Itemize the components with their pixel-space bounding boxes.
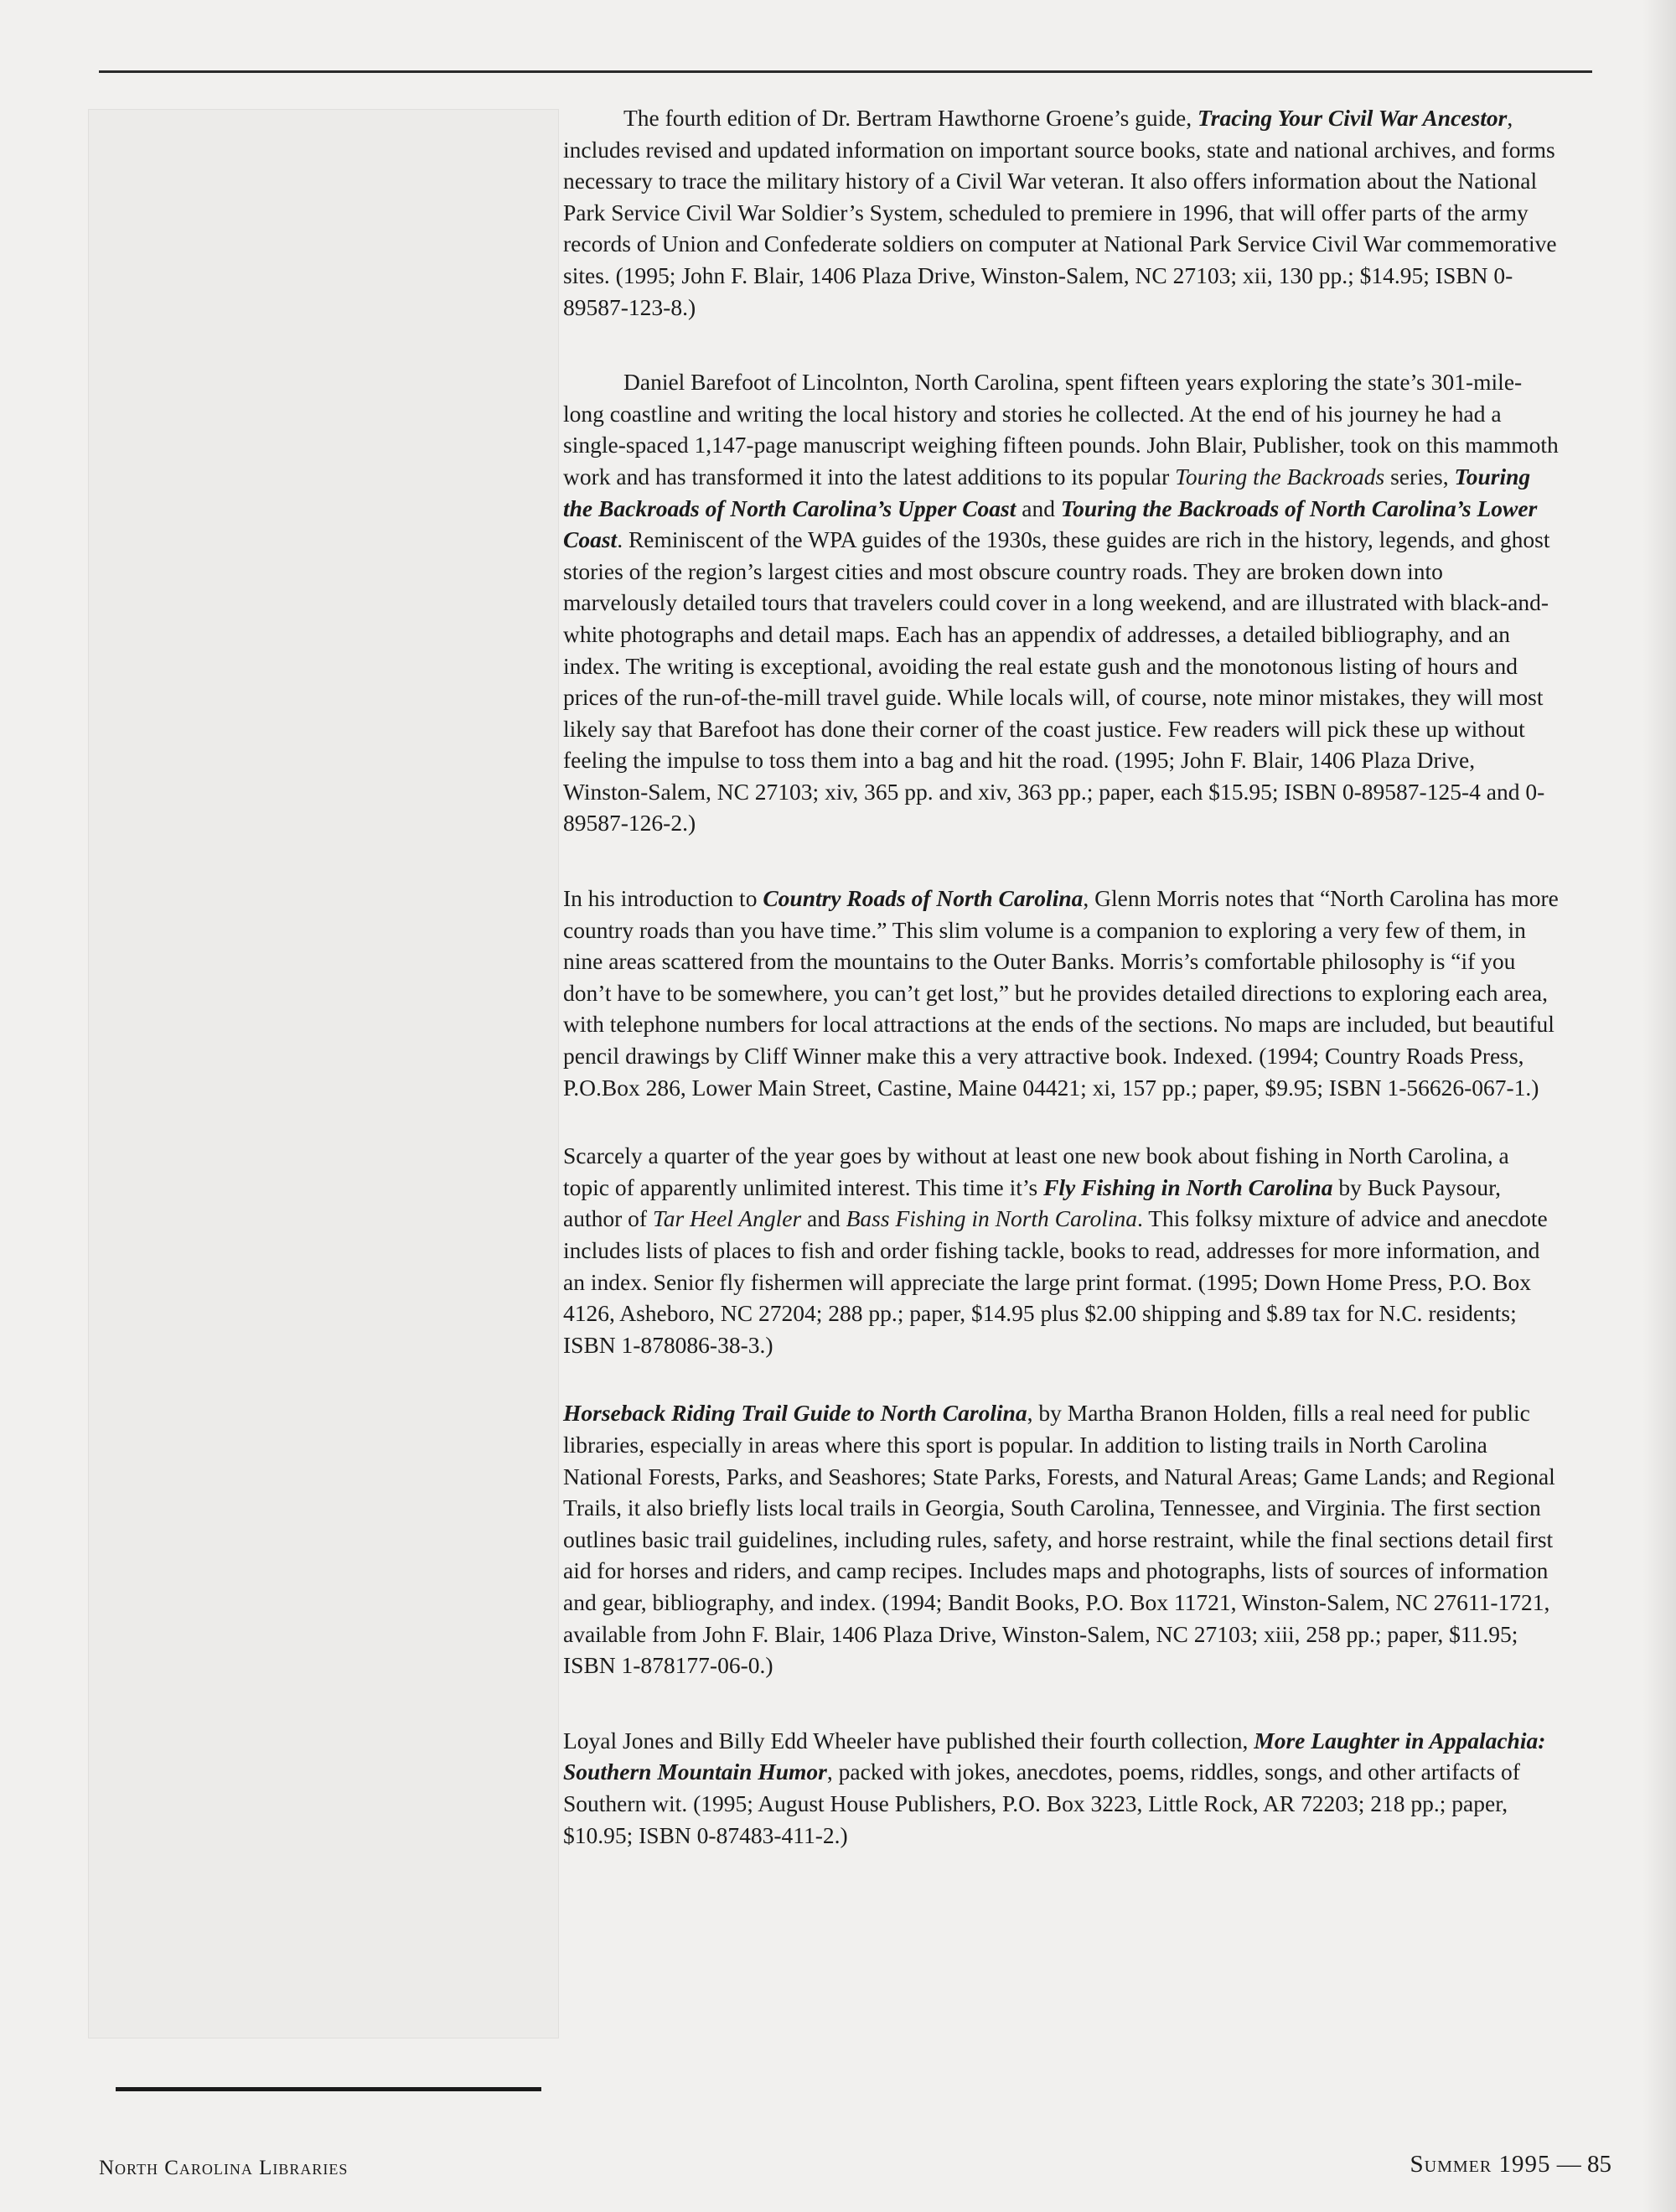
book-title: Bass Fishing in North Carolina	[846, 1205, 1137, 1232]
review-column	[563, 102, 1560, 1894]
review-more-laughter: Loyal Jones and Billy Edd Wheeler have published their fourth collection, More Laughter in Appalachia: Southern Mountain Humor, packed with jokes, anecdotes, poems, riddles, songs, and other artifacts of Southern wit. (1995; August House Publishers, P.O. Box 3223, Little Rock, AR 72203; 218 pp.; paper, $10.95; ISBN 0-87483-411-2.)	[563, 1727, 1546, 1848]
review-fly-fishing: Scarcely a quarter of the year goes by without at least one new book about fishing in North Carolina, a topic of apparently unlimited interest. This time it’s Fly Fishing in North Carolina by Buck Paysour, author of Tar Heel Angler and Bass Fishing in North Carolina. This folksy mixture of advice and anecdote includes lists of places to fish and order fishing tackle, books to read, addresses for more information, and an index. Senior fly fishermen will appreciate the large print format. (1995; Down Home Press, P.O. Box 4126, Asheboro, NC 27204; 288 pp.; paper, $14.95 plus $2.00 shipping and $.89 tax for N.C. residents; ISBN 1-878086-38-3.)	[563, 1142, 1548, 1358]
page-edge-shadow	[1642, 0, 1676, 2212]
review-country-roads: In his introduction to Country Roads of North Carolina, Glenn Morris notes that “North Carolina has more country roads than you have time.” This slim volume is a companion to exploring a very few of them, in nine areas scattered from the mountains to the Outer Banks. Morris’s comfortable philosophy is “if you don’t have to be somewhere, you can’t get lost,” but he provides detailed directions to exploring each area, with telephone numbers for local attractions at the ends of the sections. No maps are included, but beautiful pencil drawings by Cliff Winner make this a very attractive book. Indexed. (1994; Country Roads Press, P.O.Box 286, Lower Main Street, Castine, Maine 04421; xi, 157 pp.; paper, $9.95; ISBN 1-56626-067-1.)	[563, 885, 1559, 1101]
top-rule	[99, 70, 1592, 73]
folio: Summer 1995 — 85	[1410, 2151, 1611, 2178]
facing-page-bleed	[88, 109, 559, 2038]
review-civil-war-ancestor: The fourth edition of Dr. Bertram Hawthorne Groene’s guide, Tracing Your Civil War Ancestor, includes revised and updated information on important source books, state and national archives, and forms necessary to trace the military history of a Civil War veteran. It also offers information about the National Park Service Civil War Soldier’s System, scheduled to premiere in 1996, that will offer parts of the army records of Union and Confederate soldiers on computer at National Park Service Civil War commemorative sites. (1995; John F. Blair, 1406 Plaza Drive, Winston-Salem, NC 27103; xii, 130 pp.; $14.95; ISBN 0-89587-123-8.)	[563, 105, 1557, 320]
book-title: Fly Fishing in North Carolina	[1043, 1173, 1333, 1200]
review-horseback-riding: Horseback Riding Trail Guide to North Carolina, by Martha Branon Holden, fills a real need for public libraries, especially in areas where this sport is popular. In addition to listing trails in North Carolina National Forests, Parks, and Seashores; State Parks, Forests, and Natural Areas; Game Lands; and Regional Trails, it also briefly lists local trails in Georgia, South Carolina, Tennessee, and Virginia. The first section outlines basic trail guidelines, including rules, safety, and horse restraint, while the final sections detail first aid for horses and riders, and camp recipes. Includes maps and photographs, lists of sources of information and gear, bibliography, and index. (1994; Bandit Books, P.O. Box 11721, Winston-Salem, NC 27611-1721, available from John F. Blair, 1406 Plaza Drive, Winston-Salem, NC 27103; xiii, 258 pp.; paper, $11.95; ISBN 1-878177-06-0.)	[563, 1400, 1555, 1679]
bottom-rule	[116, 2087, 541, 2091]
page-number: 85	[1587, 2151, 1611, 2178]
book-title: Touring the Backroads of North Carolina’s Upper Coast	[563, 463, 1531, 521]
book-title: More Laughter in Appalachia: Southern Mountain Humor	[563, 1727, 1546, 1785]
book-title: Tar Heel Angler	[652, 1205, 802, 1232]
publication-name: North Carolina Libraries	[99, 2157, 349, 2179]
book-title: Horseback Riding Trail Guide to North Carolina	[563, 1400, 1027, 1427]
book-title: Touring the Backroads of North Carolina’s Lower Coast	[563, 495, 1538, 553]
issue-season: Summer 1995	[1410, 2151, 1551, 2178]
book-title: Tracing Your Civil War Ancestor	[1198, 105, 1508, 131]
series-title: Touring the Backroads	[1175, 463, 1385, 490]
review-touring-backroads: Daniel Barefoot of Lincolnton, North Carolina, spent fifteen years exploring the state’s 301-mile-long coastline and writing the local history and stories he collected. At the end of his journey he had a single-spaced 1,147-page manuscript weighing fifteen pounds. John Blair, Publisher, took on this mammoth work and has transformed it into the latest additions to its popular Touring the Backroads series, Touring the Backroads of North Carolina’s Upper Coast and Touring the Backroads of North Carolina’s Lower Coast. Reminiscent of the WPA guides of the 1930s, these guides are rich in the history, legends, and ghost stories of the region’s largest cities and most obscure country roads. They are broken down into marvelously detailed tours that travelers could cover in a long weekend, and are illustrated with black-and-white photographs and detail maps. Each has an appendix of addresses, a detailed bibliography, and an index. The writing is exceptional, avoiding the real estate gush and the monotonous listing of hours and prices of the run-of-the-mill travel guide. While locals will, of course, note minor mistakes, they will most likely say that Barefoot has done their corner of the coast justice. Few readers will pick these up without feeling the impulse to toss them into a bag and hit the road. (1995; John F. Blair, 1406 Plaza Drive, Winston-Salem, NC 27103; xiv, 365 pp. and xiv, 363 pp.; paper, each $15.95; ISBN 0-89587-125-4 and 0-89587-126-2.)	[563, 369, 1559, 837]
book-title: Country Roads of North Carolina	[763, 885, 1084, 912]
